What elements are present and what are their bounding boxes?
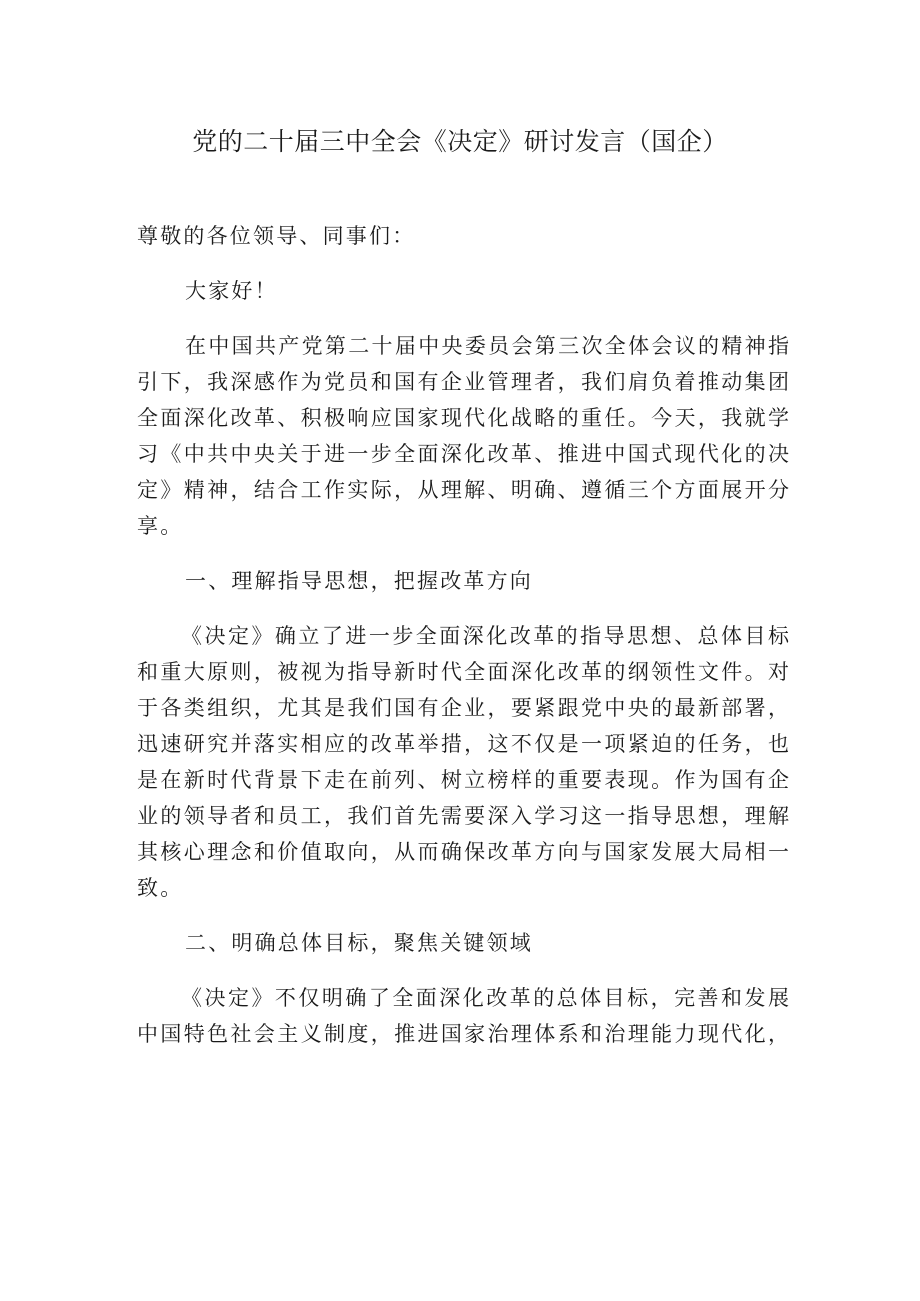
section-1-line: 和重大原则，被视为指导新时代全面深化改革的纲领性文件。对 <box>137 660 789 684</box>
section-heading-1: 一、理解指导思想，把握改革方向 <box>185 569 533 593</box>
section-1-line: 《决定》确立了进一步全面深化改革的指导思想、总体目标 <box>181 624 789 648</box>
intro-line: 习《中共中央关于进一步全面深化改革、推进中国式现代化的决 <box>137 442 789 466</box>
section-1-line: 其核心理念和价值取向，从而确保改革方向与国家发展大局相一 <box>137 840 789 864</box>
section-1-line: 是在新时代背景下走在前列、树立榜样的重要表现。作为国有企 <box>137 768 789 792</box>
intro-line: 引下，我深感作为党员和国有企业管理者，我们肩负着推动集团 <box>137 370 789 394</box>
greeting: 大家好！ <box>185 279 278 303</box>
section-1-line: 迅速研究并落实相应的改革举措，这不仅是一项紧迫的任务，也 <box>137 732 789 756</box>
section-2-paragraph <box>137 980 789 1052</box>
document-body <box>137 218 789 1052</box>
intro-line: 在中国共产党第二十届中央委员会第三次全体会议的精神指 <box>185 334 789 358</box>
intro-line: 定》精神，结合工作实际，从理解、明确、遵循三个方面展开分 <box>137 478 789 502</box>
section-2-line: 中国特色社会主义制度，推进国家治理体系和治理能力现代化， <box>137 1022 789 1046</box>
salutation: 尊敬的各位领导、同事们： <box>137 224 416 248</box>
section-1-line: 业的领导者和员工，我们首先需要深入学习这一指导思想，理解 <box>137 804 789 828</box>
intro-line: 全面深化改革、积极响应国家现代化战略的重任。今天，我就学 <box>137 406 789 430</box>
section-1-line: 致。 <box>137 876 184 900</box>
intro-line: 享。 <box>137 514 184 538</box>
document-title: 党的二十届三中全会《决定》研讨发言（国企） <box>192 127 728 156</box>
section-1-paragraph <box>137 618 789 906</box>
section-1-line: 于各类组织，尤其是我们国有企业，要紧跟党中央的最新部署， <box>137 696 789 720</box>
section-2-line: 《决定》不仅明确了全面深化改革的总体目标，完善和发展 <box>181 986 789 1010</box>
intro-paragraph <box>137 328 789 544</box>
section-heading-2: 二、明确总体目标，聚焦关键领域 <box>185 931 533 955</box>
